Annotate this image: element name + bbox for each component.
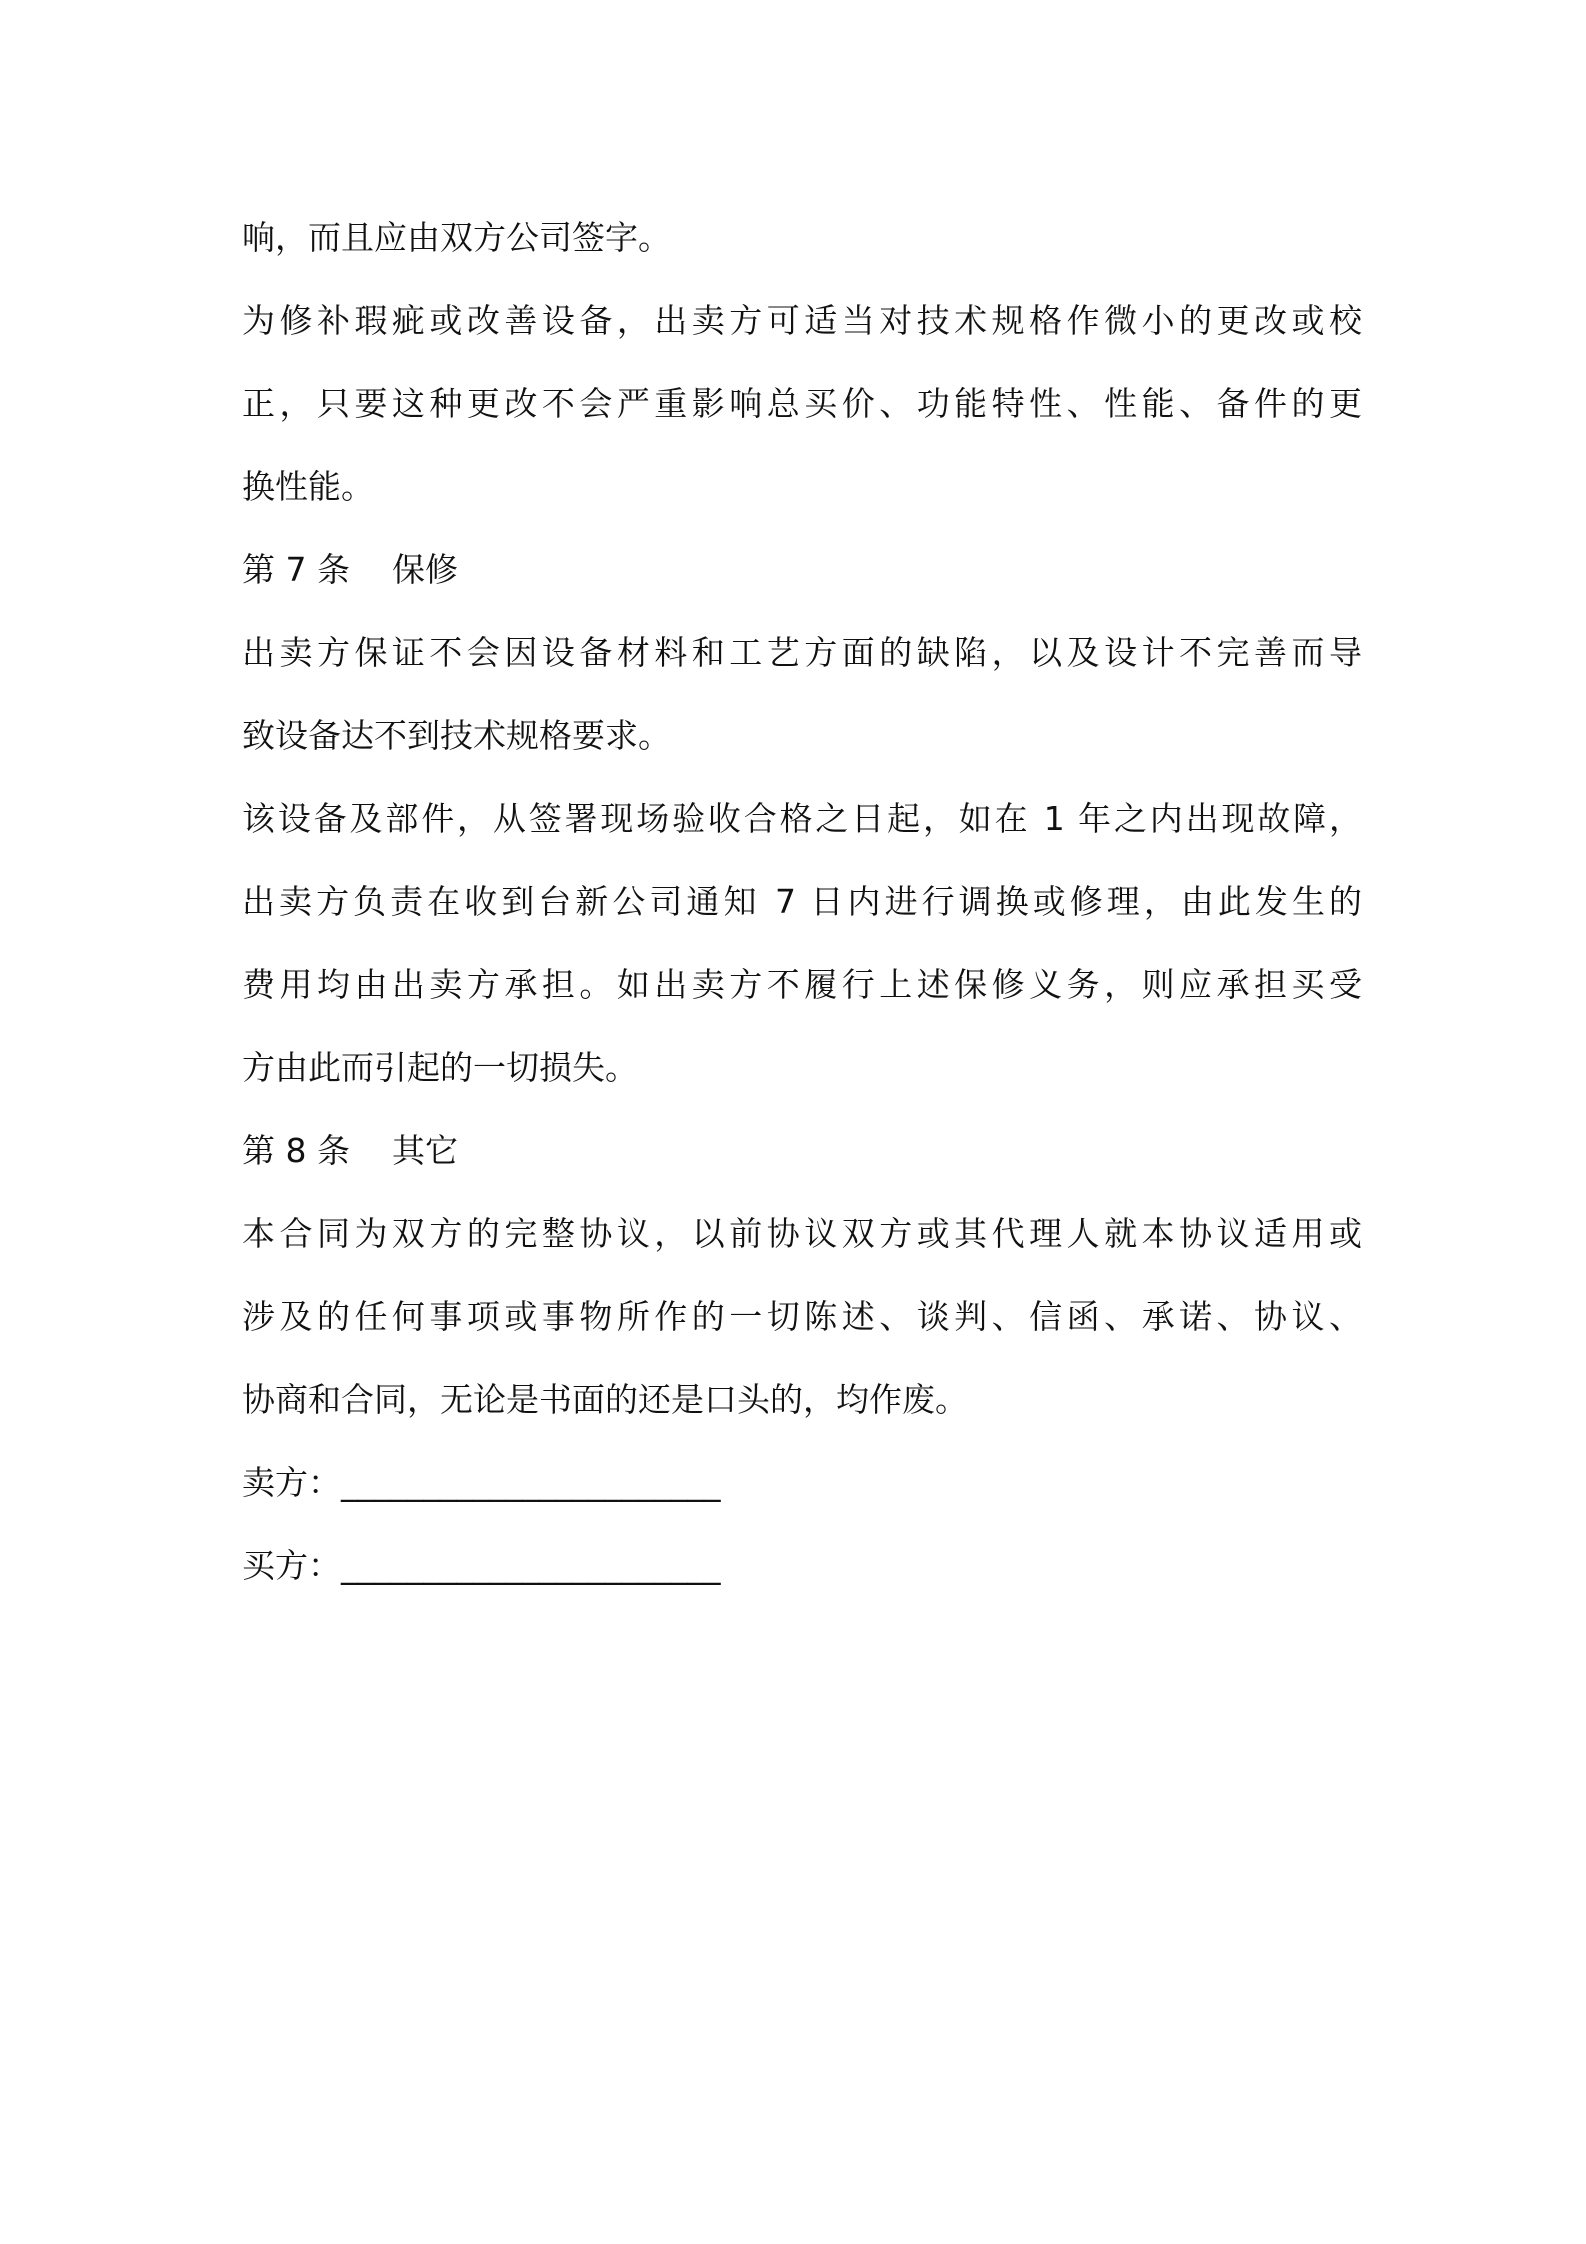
paragraph-line: 出卖方保证不会因设备材料和工艺方面的缺陷，以及设计不完善而导 — [242, 633, 1362, 672]
seller-signature — [242, 1441, 1362, 1524]
paragraph-line: 费用均由出卖方承担。如出卖方不履行上述保修义务，则应承担买受 — [242, 965, 1362, 1004]
paragraph-line: 本合同为双方的完整协议，以前协议双方或其代理人就本协议适用或 — [242, 1214, 1362, 1253]
paragraph-line: 方由此而引起的一切损失。 — [242, 1048, 638, 1087]
paragraph-line: 为修补瑕疵或改善设备，出卖方可适当对技术规格作微小的更改或校 — [242, 301, 1362, 340]
paragraph-line: 协商和合同，无论是书面的还是口头的，均作废。 — [242, 1380, 968, 1419]
article-8-number: 第 8 条 — [242, 1131, 350, 1170]
paragraph-line: 正，只要这种更改不会严重影响总买价、功能特性、性能、备件的更 — [242, 384, 1362, 423]
article-7-title: 保修 — [391, 550, 458, 589]
paragraph-line: 该设备及部件，从签署现场验收合格之日起，如在 1 年之内出现故障， — [242, 799, 1362, 838]
buyer-signature — [242, 1524, 1362, 1607]
paragraph-line: 致设备达不到技术规格要求。 — [242, 716, 671, 755]
seller-label: 卖方： — [242, 1463, 341, 1502]
document-body — [242, 196, 1362, 1607]
paragraph-line: 换性能。 — [242, 467, 374, 506]
buyer-signature-line: _______________________ — [341, 1546, 721, 1585]
article-8-title: 其它 — [391, 1131, 458, 1170]
seller-signature-line: _______________________ — [341, 1463, 721, 1502]
article-7-heading — [242, 528, 1362, 611]
buyer-label: 买方： — [242, 1546, 341, 1585]
paragraph-line: 响，而且应由双方公司签字。 — [242, 218, 671, 257]
article-8-heading — [242, 1109, 1362, 1192]
article-7-number: 第 7 条 — [242, 550, 350, 589]
paragraph-line: 涉及的任何事项或事物所作的一切陈述、谈判、信函、承诺、协议、 — [242, 1297, 1362, 1336]
paragraph-line: 出卖方负责在收到台新公司通知 7 日内进行调换或修理，由此发生的 — [242, 882, 1362, 921]
